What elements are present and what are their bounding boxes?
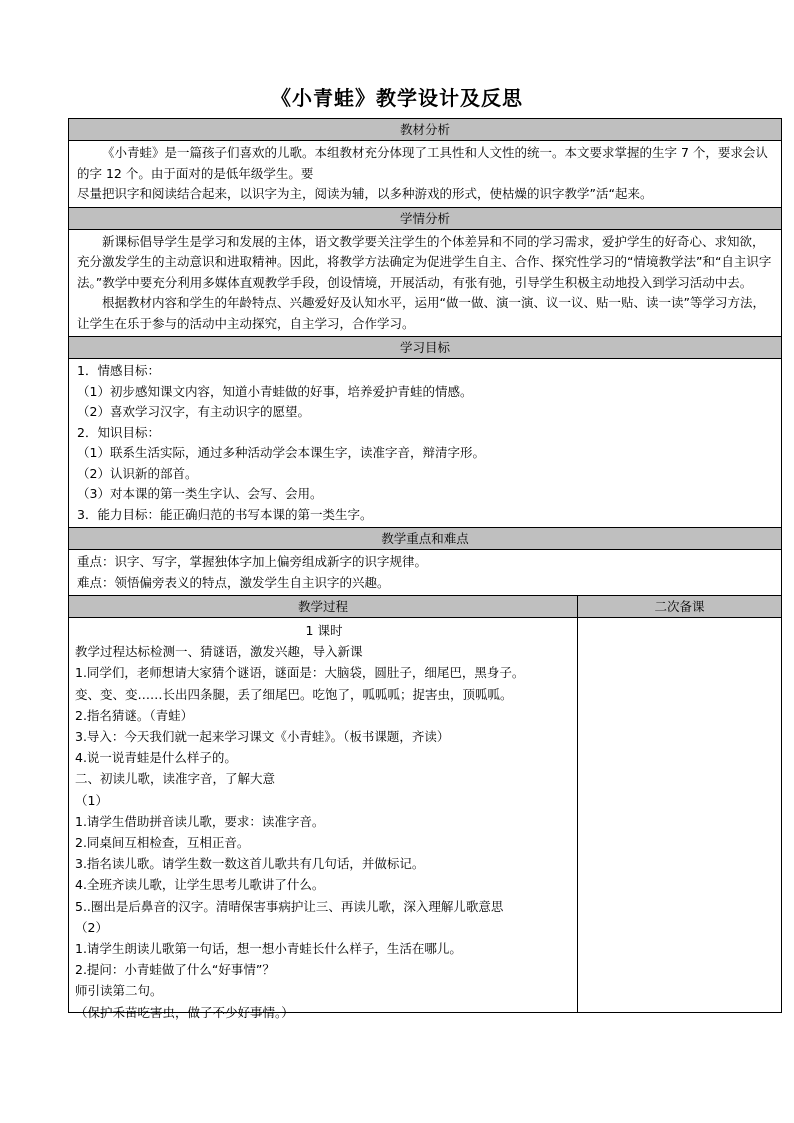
process-line: （保护禾苗吃害虫，做了不少好事情。） (75, 1004, 294, 1020)
process-line: 2.指名猜谜。（青蛙） (75, 707, 194, 723)
process-line: 3.指名读儿歌。请学生数一数这首儿歌共有几句话，并做标记。 (75, 856, 425, 872)
process-line: 师引读第二句。 (75, 983, 163, 999)
key-points-content (69, 550, 781, 596)
student-paragraph: 新课标倡导学生是学习和发展的主体，语文教学要关注学生的个体差异和不同的学习需求，爱护学生的好奇心、求知欲，充分激发学生的主动意识和进取精神。因此，将教学方法确定为促进学生自主、合作、探究性学习的“情境教学法”和“自主识字法。”教学中要充分利用多媒体直观教学手段，创设情境，开展活动，有张有弛，引导学生积极主动地投入到学习活动中去。 (77, 233, 772, 290)
process-body-row (69, 618, 781, 1020)
material-line: 《小青蛙》是一篇孩子们喜欢的儿歌。本组教材充分体现了工具性和人文性的统一。本文要求掌握的生字 7 个，要求会认的字 12 个。由于面对的是低年级学生。要 (77, 145, 768, 181)
second-preparation-header: 二次备课 (578, 596, 781, 617)
key-point-line: 难点：领悟偏旁表义的特点，激发学生自主识字的兴趣。 (77, 574, 390, 590)
process-line: 二、初读儿歌，读准字音，了解大意 (75, 771, 276, 787)
goal-line: 3．能力目标：能正确归范的书写本课的第一类生字。 (77, 506, 373, 522)
student-paragraph: 根据教材内容和学生的年龄特点、兴趣爱好及认知水平，运用“做一做、演一演、议一议、贴一贴、读一读”等学习方法，让学生在乐于参与的活动中主动探究，自主学习，合作学习。 (77, 295, 765, 331)
goal-line: （1）初步感知课文内容，知道小青蛙做的好事，培养爱护青蛙的情感。 (77, 383, 473, 399)
process-line: 2.同桌间互相检查，互相正音。 (75, 835, 250, 851)
process-line: 2.提问：小青蛙做了什么“好事情”？ (75, 962, 275, 978)
student-analysis-content (69, 230, 781, 338)
learning-goals-header: 学习目标 (69, 337, 781, 359)
teaching-process-content (69, 618, 578, 1020)
goal-line: （2）喜欢学习汉字，有主动识字的愿望。 (77, 404, 310, 419)
teaching-process-header: 教学过程 (69, 596, 577, 617)
second-preparation-content (578, 618, 781, 1012)
process-line: （1） (75, 792, 108, 808)
process-line: 教学过程达标检测一、猜谜语，激发兴趣，导入新课 (75, 644, 363, 660)
lesson-table (68, 118, 782, 1020)
class-period: 1 课时 (305, 623, 343, 638)
goal-line: 1．情感目标： (77, 363, 160, 378)
process-line: （2） (75, 919, 108, 935)
process-line: 1.同学们，老师想请大家猜个谜语，谜面是：大脑袋，圆肚子，细尾巴，黑身子。 (75, 665, 525, 681)
process-line: 1.请学生借助拼音读儿歌，要求：读准字音。 (75, 813, 325, 829)
process-header-row (69, 596, 781, 618)
material-line: 尽量把识字和阅读结合起来，以识字为主，阅读为辅，以多种游戏的形式，使枯燥的识字教学”活“起来。 (77, 186, 653, 201)
process-line: 5..圈出是后鼻音的汉字。清晴保害事病护让三、再读儿歌，深入理解儿歌意思 (75, 898, 504, 914)
material-analysis-content (69, 141, 781, 208)
goal-line: （1）联系生活实际，通过多种活动学会本课生字，读准字音，辩清字形。 (77, 445, 485, 460)
process-line: 4.说一说青蛙是什么样子的。 (75, 750, 237, 766)
material-analysis-header: 教材分析 (69, 119, 781, 141)
process-line: 3.导入：今天我们就一起来学习课文《小青蛙》。（板书课题，齐读） (75, 729, 450, 745)
goal-line: （3）对本课的第一类生字认、会写、会用。 (77, 486, 323, 501)
goal-line: 2．知识目标： (77, 424, 160, 440)
key-point-line: 重点：识字、写字，掌握独体字加上偏旁组成新字的识字规律。 (77, 554, 428, 569)
page-title: 《小青蛙》教学设计及反思 (271, 86, 523, 110)
key-points-header: 教学重点和难点 (69, 528, 781, 550)
process-line: 1.请学生朗读儿歌第一句话，想一想小青蛙长什么样子，生活在哪儿。 (75, 941, 462, 957)
process-line: 变、变、变……长出四条腿，丢了细尾巴。吃饱了，呱呱呱；捉害虫，顶呱呱。 (75, 686, 513, 702)
student-analysis-header: 学情分析 (69, 208, 781, 230)
learning-goals-content (69, 359, 781, 528)
goal-line: （2）认识新的部首。 (77, 465, 198, 481)
process-line: 4.全班齐读儿歌，让学生思考儿歌讲了什么。 (75, 877, 325, 893)
